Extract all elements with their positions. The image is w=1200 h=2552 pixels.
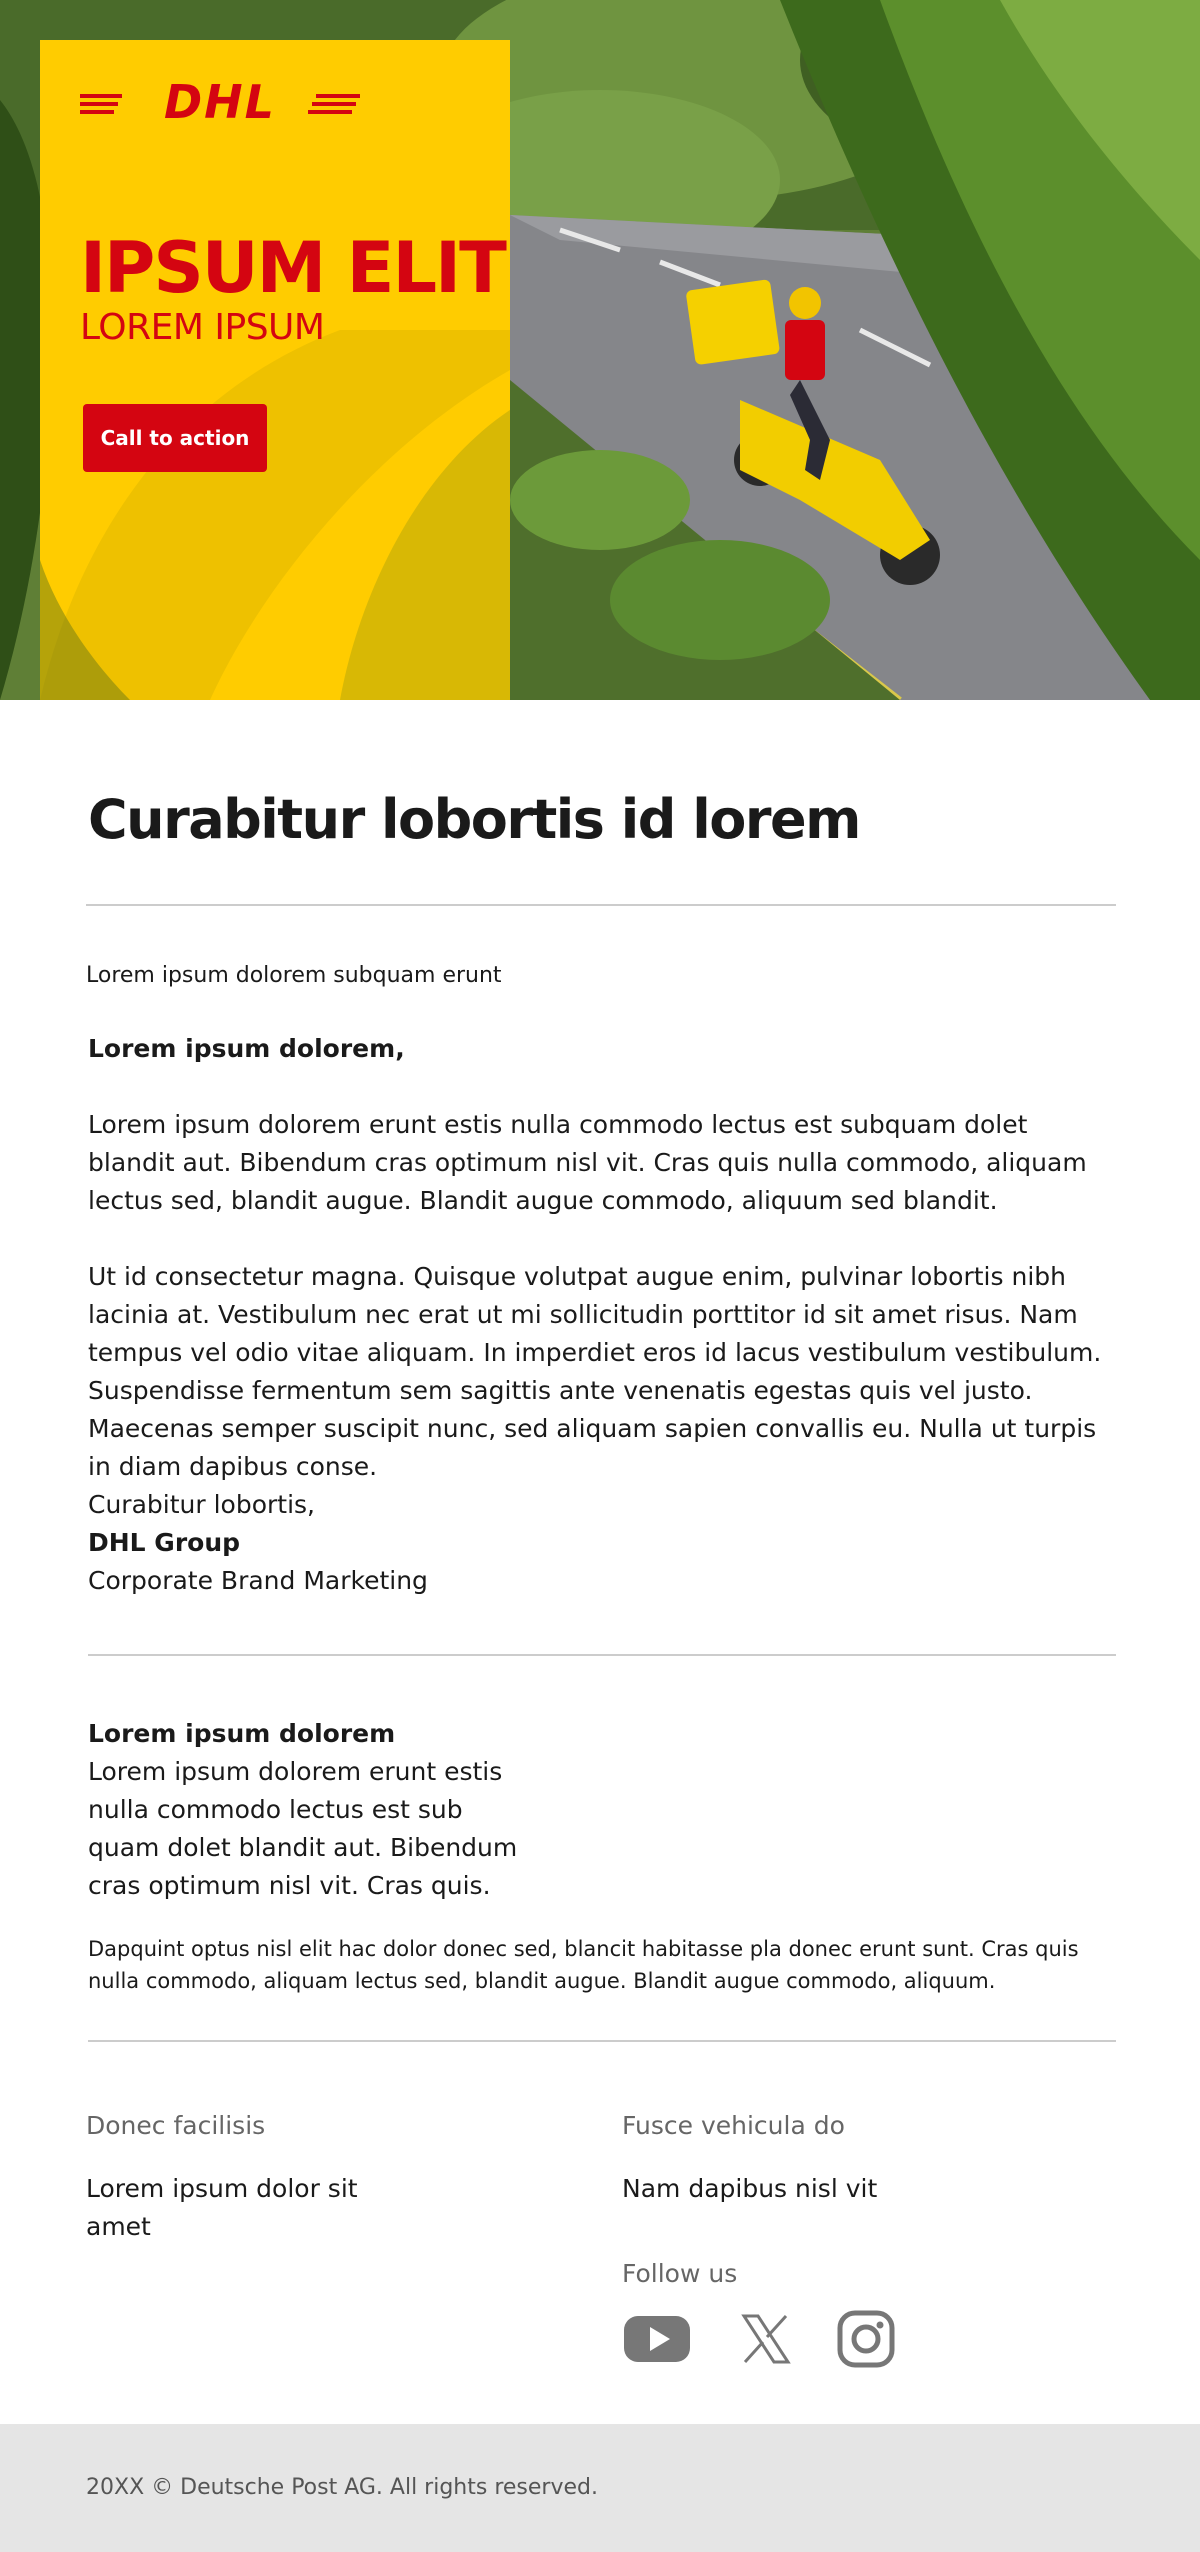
- svg-text:DHL: DHL: [164, 80, 276, 122]
- instagram-icon[interactable]: [836, 2306, 896, 2372]
- info-text: Lorem ipsum dolorem erunt estis nulla commodo lectus est sub quam dolet blandit aut. Bibendum cras optimum nisl vit. Cras quis.: [88, 1757, 518, 1900]
- greeting: Lorem ipsum dolorem,: [88, 1034, 405, 1063]
- footer-col2-label: Fusce vehicula do: [622, 2111, 845, 2140]
- footer-col1-value: Lorem ipsum dolor sit amet: [86, 2174, 358, 2241]
- body-paragraph-2: Ut id consectetur magna. Quisque volutpat augue enim, pulvinar lobortis nibh lacinia at. Vestibulum nec erat ut mi sollicitudin porttitor id sit amet risus. Nam tempus vel odio vitae aliquam. In imperdiet eros id lacus vestibulum vestibulum. Suspendisse fermentum sem sagittis ante venenatis egestas quis vel justo. Maecenas semper suscipit nunc, sed aliquam sapien convallis eu. Nulla ut turpis in diam dapibus conse.: [88, 1262, 1102, 1481]
- disclaimer-text: Dapquint optus nisl elit hac dolor donec sed, blancit habitasse pla donec erunt sunt. Cras quis nulla commodo, aliquam lectus sed, blandit augue. Blandit augue commodo, aliquum.: [88, 1937, 1079, 1993]
- follow-us-label: Follow us: [622, 2259, 738, 2288]
- divider: [86, 904, 1116, 906]
- info-title: Lorem ipsum dolorem: [88, 1719, 396, 1748]
- footer-col1-label: Donec facilisis: [86, 2111, 266, 2140]
- x-icon[interactable]: [738, 2306, 794, 2372]
- hero-title: IPSUM ELIT: [80, 227, 505, 309]
- hero-banner: [0, 0, 1200, 700]
- hero-panel-leaf: [40, 330, 510, 700]
- main-heading: Curabitur lobortis id lorem: [88, 788, 860, 851]
- preheader-text: Lorem ipsum dolorem subquam erunt: [86, 963, 502, 988]
- call-to-action-button[interactable]: Call to action: [83, 404, 267, 472]
- signature-department: Corporate Brand Marketing: [88, 1566, 428, 1595]
- body-paragraph-1: Lorem ipsum dolorem erunt estis nulla commodo lectus est subquam dolet blandit aut. Bibendum cras optimum nisl vit. Cras quis nulla commodo, aliquam lectus sed, blandit augue. Blandit augue commodo, aliquum sed blandit.: [88, 1110, 1087, 1215]
- copyright-text: 20XX © Deutsche Post AG. All rights reserved.: [86, 2475, 598, 2500]
- hero-subtitle: LOREM IPSUM: [80, 307, 325, 348]
- signoff: Curabitur lobortis,: [88, 1490, 315, 1519]
- dhl-logo: [80, 80, 360, 122]
- divider: [88, 2040, 1116, 2042]
- signature-company: DHL Group: [88, 1528, 241, 1557]
- divider: [88, 1654, 1116, 1656]
- youtube-icon[interactable]: [622, 2306, 692, 2372]
- footer-col2-value: Nam dapibus nisl vit: [622, 2174, 878, 2203]
